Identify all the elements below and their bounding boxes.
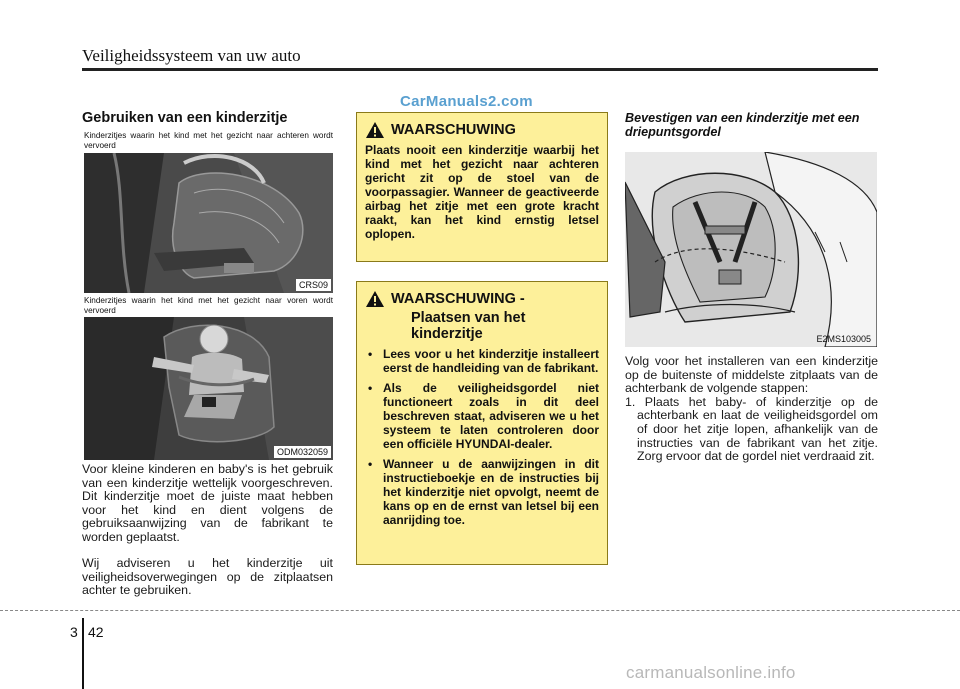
intro-paragraph: Voor kleine kinderen en baby's is het gebruik van een kinderzitje wettelijk voorgeschreven. Dit kinderzitje moet de juiste maat hebben voor het kind en dient volgens de gebruiksaanwijzing van de fabrikant te worden geplaatst. [82,462,333,544]
photo2-caption: Kinderzitjes waarin het kind met het gezicht naar voren wordt vervoerd [84,296,333,315]
right-intro-paragraph: Volg voor het installeren van een kinderzitje op de buitenste of middelste zitplaats van de achterbank de volgende stappen: [625,354,878,396]
warning2-subtitle: Plaatsen van het kinderzitje [411,310,526,342]
warning2-title: WAARSCHUWING - [391,291,525,307]
photo1-code: CRS09 [296,279,331,291]
section-title: Gebruiken van een kinderzitje [82,110,288,126]
chapter-number: 3 [70,624,78,640]
warning1-title: WAARSCHUWING [391,122,516,138]
advice-paragraph: Wij adviseren u het kinderzitje uit veiligheidsoverwegingen op de zitplaatsen achter te gebruiken. [82,556,333,598]
warning-box-installation [356,281,608,565]
footer-rule [0,610,960,611]
warning2-item: • Wanneer u de aanwijzingen in dit instructieboekje en de instructies bij het kinderzitje niet opvolgt, neemt de kans op en de ernst van letsel bij een aanrijding toe. [365,457,599,527]
header-rule [82,68,878,71]
warning-triangle-icon [365,121,385,139]
subsection-title: Bevestigen van een kinderzitje met een driepuntsgordel [625,111,860,139]
right-body [625,355,878,464]
warning2-item: • Als de veiligheidsgordel niet functioneert zoals in dit deel beschreven staat, adviseren we u het systeem te laten controleren door een officiële HYUNDAI-dealer. [365,381,599,451]
install-steps [625,396,878,464]
page-number: 42 [88,624,104,640]
rear-facing-seat-illustration [84,153,333,293]
forward-facing-seat-illustration [84,317,333,460]
footer-divider [82,618,84,689]
install-step: 1. Plaats het baby- of kinderzitje op de achterbank en laat de veiligheidsgordel om of door het zitje lopen, afhankelijk van de instructies van de fabrikant van het zitje. Zorg ervoor dat de gordel niet verdraaid zit. [625,394,878,464]
forward-facing-seat-photo [84,317,333,460]
child-seat-belt-illustration [625,152,877,347]
three-point-belt-diagram [625,152,877,347]
warning1-text: Plaats nooit een kinderzitje waarbij het kind met het gezicht naar achteren gericht zit op de stoel van de voorpassagier. Wanneer de geactiveerde airbag het zitje met een grote kracht raakt, kan het kind ernstig letsel oplopen. [365,143,599,241]
warning2-list [365,347,599,527]
rear-facing-seat-photo [84,153,333,293]
watermark-bottom: carmanualsonline.info [626,663,796,682]
right-photo-code: E2MS103005 [816,334,871,344]
page-header-title: Veiligheidssysteem van uw auto [82,46,301,65]
warning-box-airbag [356,112,608,262]
photo1-caption: Kinderzitjes waarin het kind met het gezicht naar achteren wordt vervoerd [84,131,333,150]
warning2-item: • Lees voor u het kinderzitje installeert eerst de handleiding van de fabrikant. [365,347,599,375]
watermark-top: CarManuals2.com [400,93,533,110]
warning-triangle-icon [365,290,385,308]
photo2-code: ODM032059 [274,446,331,458]
